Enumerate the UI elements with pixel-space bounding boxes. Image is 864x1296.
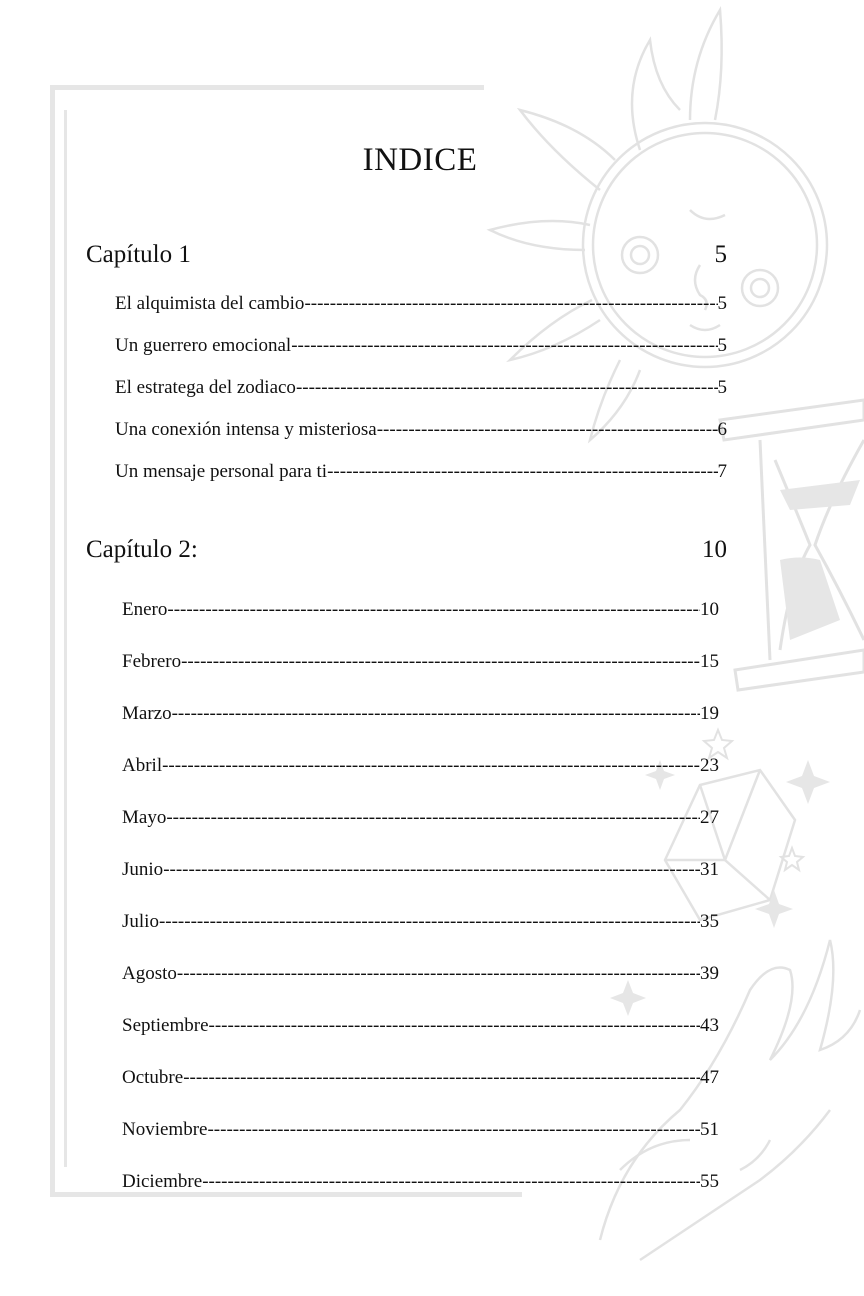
toc-entry-page: 27 [700, 807, 719, 828]
dot-leader [327, 459, 717, 485]
toc-entry-label: Junio [122, 859, 164, 880]
page-frame-left [50, 85, 55, 1197]
chapter-page: 5 [714, 241, 727, 268]
toc-entry[interactable] [122, 857, 719, 883]
dot-leader [163, 857, 700, 883]
toc-entry-label: Abril [122, 755, 163, 776]
chapter-title: Capítulo 2: [86, 536, 198, 563]
toc-entry[interactable] [122, 1065, 719, 1091]
toc-entry-label: Una conexión intensa y misteriosa [115, 419, 377, 440]
dot-leader [162, 753, 700, 779]
dot-leader [296, 375, 718, 401]
toc-entry-page: 51 [700, 1119, 719, 1140]
toc-entry[interactable] [122, 701, 719, 727]
toc-entry-page: 43 [700, 1015, 719, 1036]
toc-entry-page: 19 [700, 703, 719, 724]
chapter-1-heading[interactable] [86, 239, 727, 271]
toc-entry-page: 15 [700, 651, 719, 672]
dot-leader [207, 1117, 700, 1143]
toc-entry-label: Marzo [122, 703, 172, 724]
chapter-page: 10 [702, 536, 727, 563]
toc-entry-label: Octubre [122, 1067, 184, 1088]
toc-entry-page: 31 [700, 859, 719, 880]
toc-entry-page: 55 [700, 1171, 719, 1192]
toc-entry-page: 23 [700, 755, 719, 776]
dot-leader [304, 291, 717, 317]
dot-leader [202, 1169, 700, 1195]
toc-entry-label: Febrero [122, 651, 182, 672]
dot-leader [181, 649, 700, 675]
dot-leader [159, 909, 700, 935]
toc-entry[interactable] [122, 1169, 719, 1195]
toc-entry[interactable] [115, 459, 727, 485]
page-title: INDICE [362, 142, 478, 178]
toc-entry[interactable] [115, 291, 727, 317]
toc-entry[interactable] [115, 333, 727, 359]
toc-entry[interactable] [115, 375, 727, 401]
toc-entry[interactable] [122, 805, 719, 831]
page-frame-top [50, 85, 484, 90]
toc-entry-label: El alquimista del cambio [115, 293, 305, 314]
toc-entry[interactable] [122, 649, 719, 675]
dot-leader [167, 597, 700, 623]
toc-entry-page: 5 [717, 377, 727, 398]
dot-leader [177, 961, 700, 987]
toc-entry-label: Agosto [122, 963, 177, 984]
page-frame-inner-left [64, 110, 67, 1167]
dot-leader [377, 417, 718, 443]
toc-entry-page: 35 [700, 911, 719, 932]
toc-entry-label: Mayo [122, 807, 167, 828]
toc-entry-label: Diciembre [122, 1171, 203, 1192]
toc-entry[interactable] [122, 909, 719, 935]
dot-leader [172, 701, 700, 727]
dot-leader [166, 805, 700, 831]
toc-entry[interactable] [122, 961, 719, 987]
dot-leader [183, 1065, 700, 1091]
toc-entry[interactable] [122, 1013, 719, 1039]
toc-entry-page: 5 [717, 335, 727, 356]
toc-entry-label: Un guerrero emocional [115, 335, 292, 356]
toc-entry-page: 10 [700, 599, 719, 620]
toc-entry[interactable] [115, 417, 727, 443]
toc-entry-label: Enero [122, 599, 168, 620]
toc-entry-label: Julio [122, 911, 159, 932]
toc-entry[interactable] [122, 1117, 719, 1143]
toc-entry-page: 39 [700, 963, 719, 984]
toc-entry[interactable] [122, 753, 719, 779]
toc-entry-label: Noviembre [122, 1119, 208, 1140]
toc-entry-label: Un mensaje personal para ti [115, 461, 328, 482]
hourglass-icon [717, 400, 864, 690]
toc-entry-page: 5 [717, 293, 727, 314]
dot-leader [291, 333, 717, 359]
toc-entry-label: Septiembre [122, 1015, 209, 1036]
toc-entry-page: 47 [700, 1067, 719, 1088]
dot-leader [209, 1013, 700, 1039]
toc-entry[interactable] [122, 597, 719, 623]
chapter-title: Capítulo 1 [86, 241, 191, 268]
toc-entry-label: El estratega del zodiaco [115, 377, 296, 398]
toc-entry-page: 6 [717, 419, 727, 440]
toc-entry-page: 7 [717, 461, 727, 482]
chapter-2-heading[interactable] [86, 534, 727, 566]
